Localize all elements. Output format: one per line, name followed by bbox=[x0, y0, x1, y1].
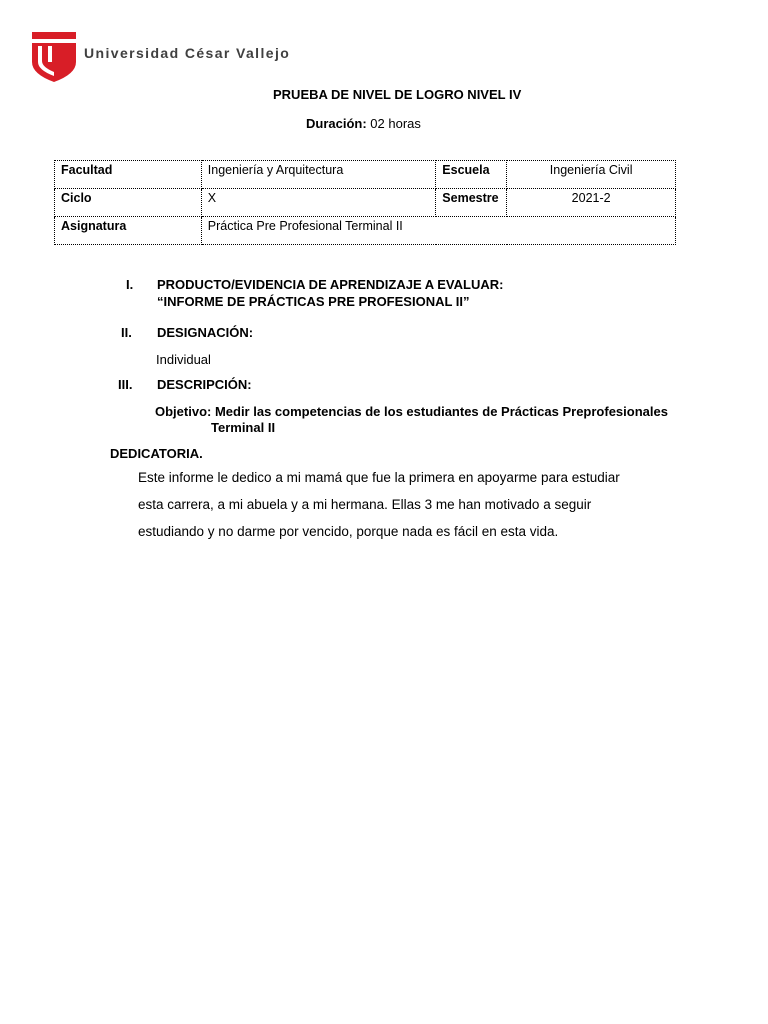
table-row bbox=[55, 161, 676, 189]
table-cell: Ingeniería y Arquitectura bbox=[201, 161, 436, 189]
brand-name: Universidad César Vallejo bbox=[84, 45, 291, 61]
section-subtitle: “INFORME DE PRÁCTICAS PRE PROFESIONAL II” bbox=[157, 294, 470, 309]
document-title: PRUEBA DE NIVEL DE LOGRO NIVEL IV bbox=[273, 87, 522, 102]
table-row bbox=[55, 217, 676, 245]
ucv-crest-icon bbox=[32, 32, 78, 82]
dedication-heading: DEDICATORIA. bbox=[110, 446, 203, 461]
table-cell: X bbox=[201, 189, 436, 217]
dedication-line: estudiando y no darme por vencido, porque nada es fácil en esta vida. bbox=[138, 524, 559, 539]
table-cell: Facultad bbox=[55, 161, 202, 189]
section-title: PRODUCTO/EVIDENCIA DE APRENDIZAJE A EVALUAR: bbox=[157, 277, 504, 292]
section-number: I. bbox=[126, 277, 134, 292]
section-title: DESCRIPCIÓN: bbox=[157, 377, 252, 392]
table-cell: Ingeniería Civil bbox=[507, 161, 676, 189]
dedication-line: esta carrera, a mi abuela y a mi hermana. Ellas 3 me han motivado a seguir bbox=[138, 497, 592, 512]
university-logo bbox=[32, 32, 291, 82]
duration-value: 02 horas bbox=[370, 116, 421, 131]
section-number: II. bbox=[121, 325, 132, 340]
table-cell: Semestre bbox=[436, 189, 507, 217]
table-cell: Escuela bbox=[436, 161, 507, 189]
dedication-line: Este informe le dedico a mi mamá que fue la primera en apoyarme para estudiar bbox=[138, 470, 620, 485]
table-cell: Ciclo bbox=[55, 189, 202, 217]
course-info-table bbox=[54, 160, 676, 245]
section-number: III. bbox=[118, 377, 133, 392]
designation-value: Individual bbox=[156, 352, 211, 367]
table-cell: Asignatura bbox=[55, 217, 202, 245]
objective-line: Terminal II bbox=[211, 420, 276, 435]
table-cell: Práctica Pre Profesional Terminal II bbox=[201, 217, 675, 245]
objective-line: Objetivo: Medir las competencias de los estudiantes de Prácticas Preprofesionales bbox=[155, 404, 668, 419]
duration-label: Duración: bbox=[306, 116, 367, 131]
table-cell: 2021-2 bbox=[507, 189, 676, 217]
section-title: DESIGNACIÓN: bbox=[157, 325, 254, 340]
table-row bbox=[55, 189, 676, 217]
duration-line bbox=[306, 116, 421, 131]
